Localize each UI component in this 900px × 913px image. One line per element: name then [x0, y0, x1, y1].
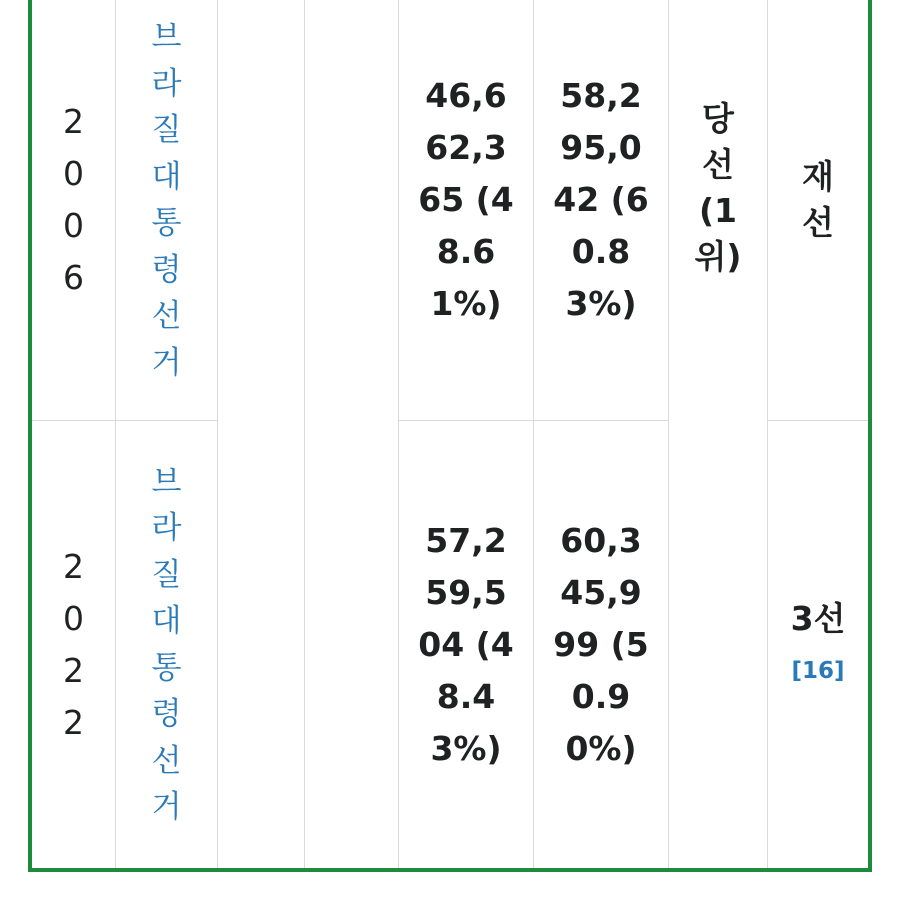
year-digit: 0: [63, 206, 84, 245]
vote-line: 45,9: [560, 572, 642, 612]
grid-line: [217, 0, 218, 868]
result-line: 위): [694, 236, 742, 276]
year-digit: 2: [63, 650, 84, 690]
vote-line: 04 (4: [418, 624, 514, 664]
vote-line: 60,3: [560, 520, 642, 560]
link-char[interactable]: 선: [151, 742, 182, 779]
vote-line: 0.9: [571, 676, 631, 716]
vote-line: 57,2: [425, 520, 507, 560]
result-cell: [669, 0, 767, 395]
link-char[interactable]: 브: [151, 19, 182, 55]
votes-round1-2022: [399, 421, 533, 868]
link-char[interactable]: 선: [151, 298, 182, 334]
vote-line: 8.6: [436, 232, 496, 271]
link-char[interactable]: 질: [151, 112, 182, 148]
link-char[interactable]: 브: [151, 463, 182, 500]
year-cell-2022: [32, 421, 115, 868]
year-digit: 2: [63, 546, 84, 586]
link-char[interactable]: 통: [151, 205, 182, 241]
link-char[interactable]: 대: [151, 158, 182, 195]
year-digit: 6: [63, 258, 84, 297]
link-char[interactable]: 령: [151, 696, 182, 732]
link-char[interactable]: 통: [151, 649, 182, 686]
vote-line: 65 (4: [418, 180, 514, 219]
election-link-2006[interactable]: [116, 0, 217, 420]
vote-line: 95,0: [560, 128, 642, 167]
election-results-table: [28, 0, 872, 872]
link-char[interactable]: 대: [151, 603, 182, 639]
year-cell-2006: [32, 0, 115, 420]
link-char[interactable]: 라: [151, 65, 182, 102]
note-line: 선: [802, 203, 834, 242]
vote-line: 0.8: [571, 232, 631, 271]
election-link-2022[interactable]: [116, 421, 217, 868]
link-char[interactable]: 라: [151, 510, 182, 546]
note-line: 재: [802, 157, 834, 196]
vote-line: 58,2: [560, 76, 642, 115]
vote-line: 3%): [430, 728, 502, 768]
vote-line: 46,6: [425, 76, 507, 115]
vote-line: 1%): [430, 284, 502, 323]
vote-line: 42 (6: [553, 180, 649, 219]
link-char[interactable]: 령: [151, 251, 182, 288]
grid-line: [304, 0, 305, 868]
votes-round2-2022: [534, 421, 668, 868]
votes-round2-2006: [534, 0, 668, 420]
year-digit: 0: [63, 154, 84, 193]
link-char[interactable]: 거: [151, 789, 182, 825]
votes-round1-2006: [399, 0, 533, 420]
vote-line: 62,3: [425, 128, 507, 167]
vote-line: 59,5: [425, 572, 507, 612]
year-digit: 2: [63, 102, 84, 141]
link-char[interactable]: 거: [151, 344, 182, 381]
link-char[interactable]: 질: [151, 556, 182, 593]
note-line: 3선: [790, 598, 846, 638]
note-cell-2022: [768, 421, 868, 868]
reference-link[interactable]: [16]: [791, 657, 845, 684]
vote-line: 8.4: [436, 676, 496, 716]
year-digit: 2: [63, 702, 84, 742]
vote-line: 0%): [565, 728, 637, 768]
vote-line: 99 (5: [553, 624, 649, 664]
result-line: 선: [702, 144, 734, 184]
year-digit: 0: [63, 598, 84, 638]
result-line: 당: [702, 98, 734, 138]
note-cell-2006: [768, 0, 868, 420]
vote-line: 3%): [565, 284, 637, 323]
result-line: (1: [698, 190, 738, 230]
